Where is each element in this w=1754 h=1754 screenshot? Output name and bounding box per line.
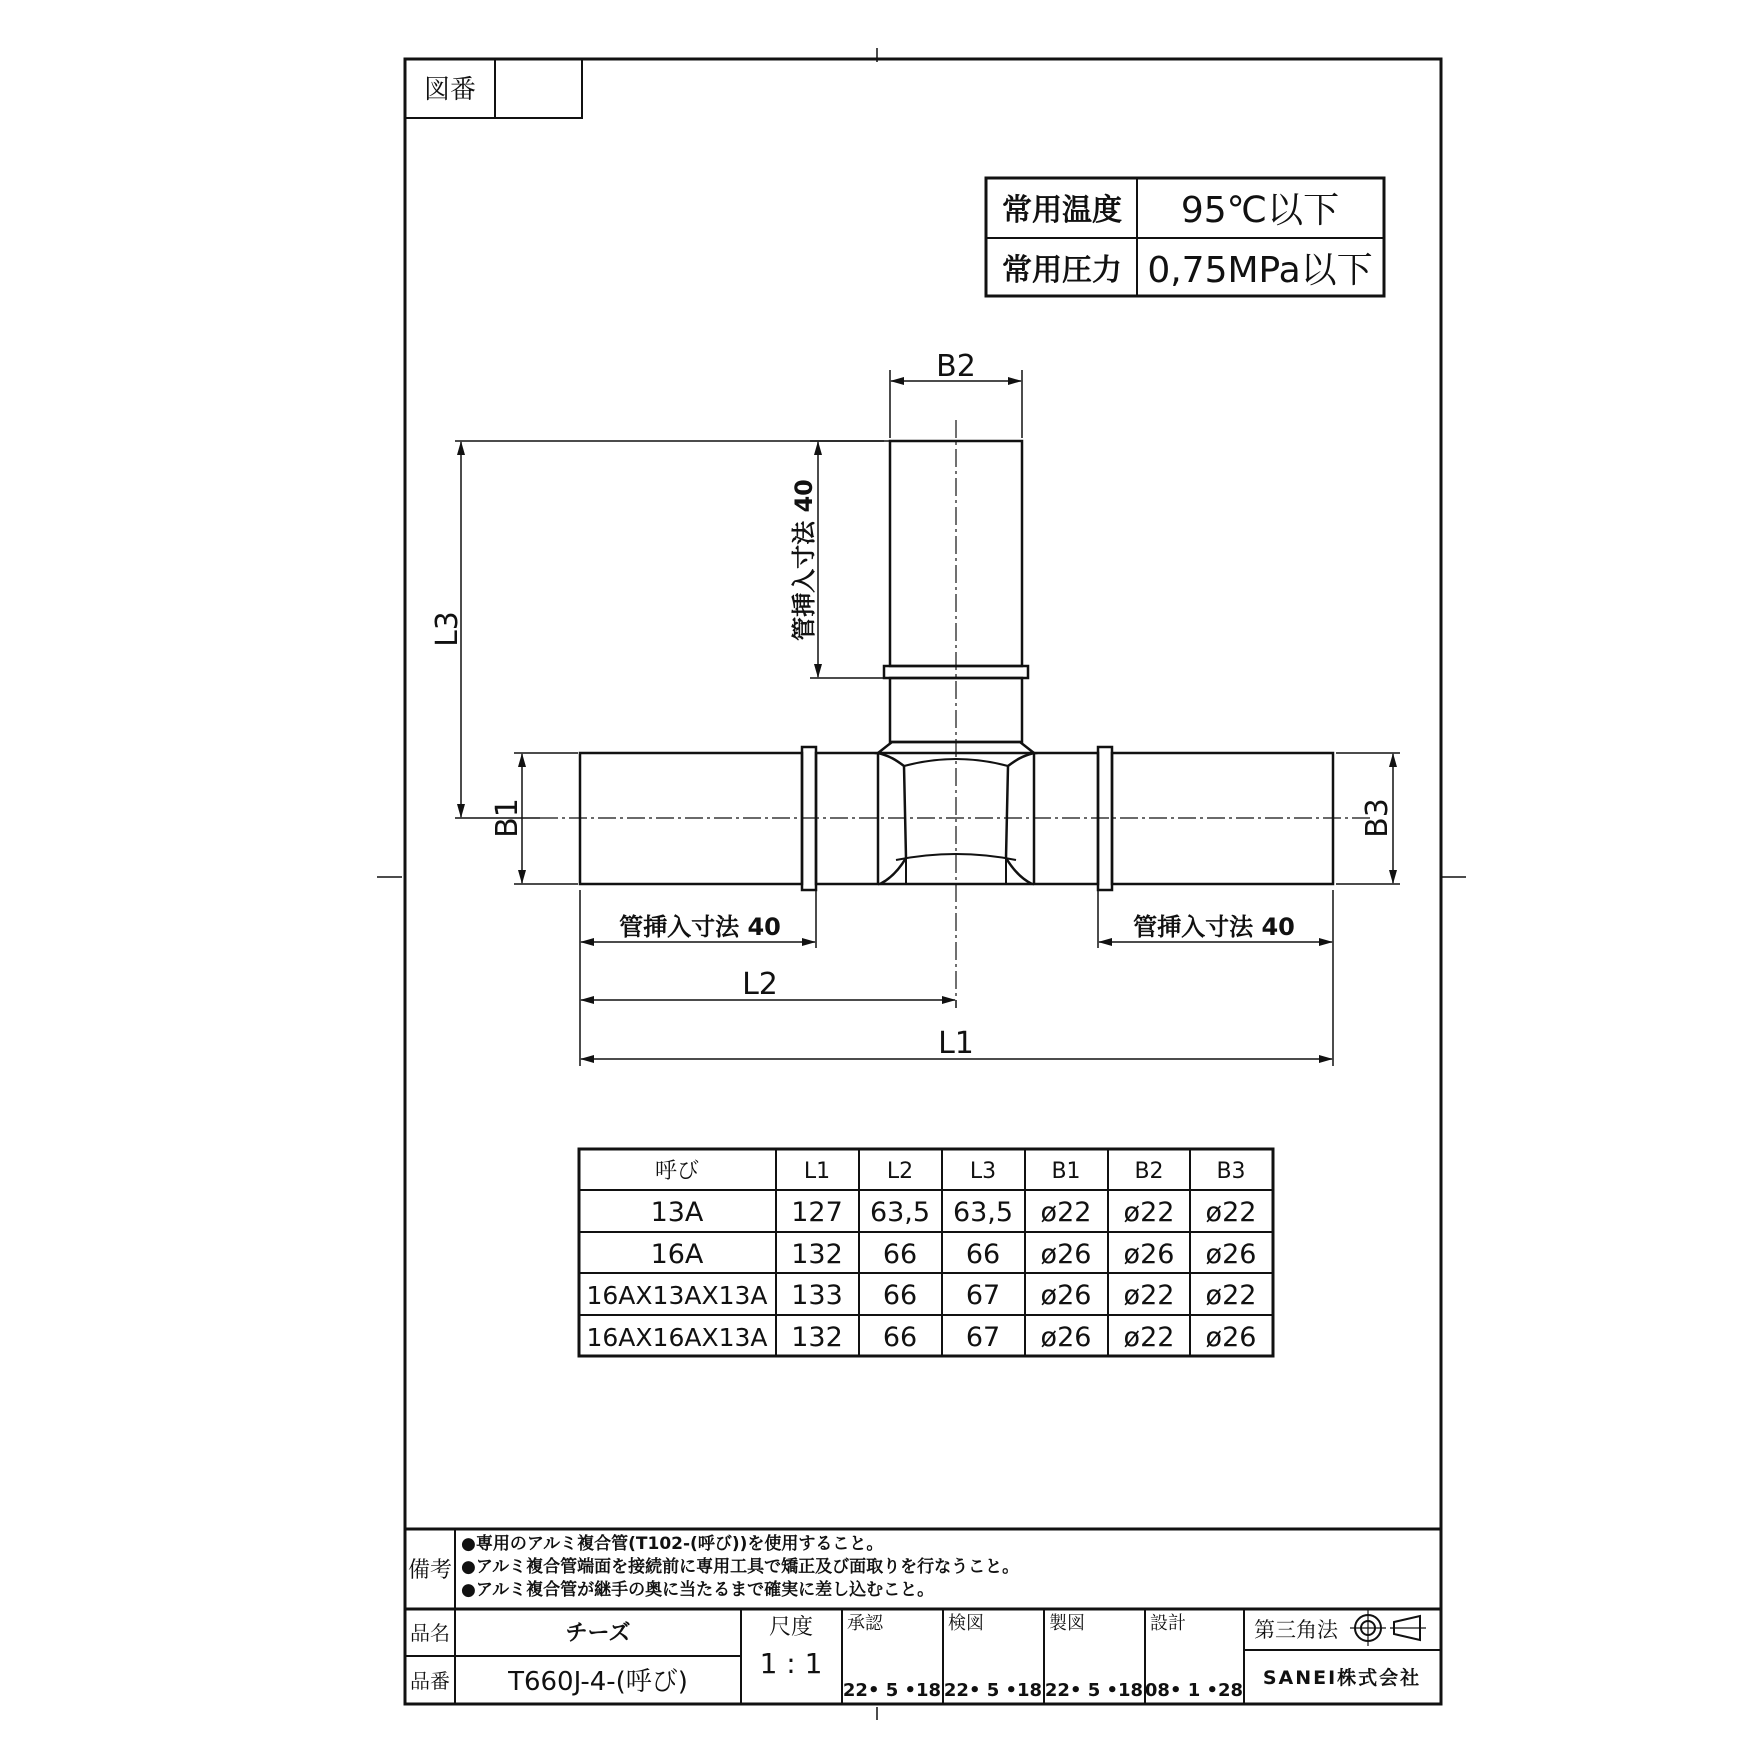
drawing-frame	[405, 59, 1441, 1704]
spec-cell: 66	[882, 1239, 918, 1270]
spec-cell: 66	[882, 1322, 918, 1353]
spec-cell: ø22	[1123, 1197, 1175, 1228]
spec-header-name: 呼び	[654, 1159, 700, 1184]
check-date: 22• 5 •18	[943, 1680, 1043, 1701]
spec-cell: 16AX13AX13A	[586, 1281, 768, 1310]
scale-value: 1 : 1	[759, 1647, 823, 1680]
drafting-date: 22• 5 •18	[1044, 1680, 1144, 1701]
spec-cell: ø22	[1123, 1280, 1175, 1311]
dim-b1: B1	[490, 798, 525, 838]
spec-cell: ø26	[1040, 1239, 1092, 1270]
spec-cell: 66	[882, 1280, 918, 1311]
drawing-number-box	[405, 59, 582, 118]
product-number-label: 品番	[410, 1669, 450, 1693]
dim-l1: L1	[938, 1026, 974, 1061]
spec-header-b3: B3	[1216, 1159, 1246, 1184]
dim-b2: B2	[936, 349, 976, 384]
spec-header-l1: L1	[803, 1159, 831, 1184]
note-line: ●アルミ複合管が継手の奥に当たるまで確実に差し込むこと。	[461, 1580, 935, 1600]
spec-cell: ø26	[1040, 1280, 1092, 1311]
pressure-label: 常用圧力	[1002, 253, 1122, 288]
spec-header-b2: B2	[1134, 1159, 1164, 1184]
design-date: 08• 1 •28	[1144, 1680, 1244, 1701]
temperature-value: 95℃以下	[1180, 190, 1340, 231]
product-number-value: T660J-4-(呼び)	[508, 1667, 688, 1697]
notes-label: 備考	[407, 1558, 453, 1583]
drafting-label: 製図	[1049, 1613, 1085, 1634]
service-conditions-table	[986, 178, 1384, 296]
spec-header-l3: L3	[969, 1159, 997, 1184]
spec-cell: ø26	[1040, 1322, 1092, 1353]
dim-insert-top: 管挿入寸法 40	[790, 479, 818, 641]
spec-cell: ø22	[1123, 1322, 1175, 1353]
dim-l3: L3	[430, 611, 465, 647]
spec-cell: 67	[965, 1280, 1001, 1311]
spec-cell: 16A	[650, 1239, 704, 1270]
notes-block	[405, 1529, 1441, 1609]
design-label: 設計	[1150, 1613, 1186, 1634]
spec-cell: 67	[965, 1322, 1001, 1353]
dim-insert-left: 管挿入寸法 40	[619, 913, 781, 941]
third-angle-projection-icon	[1350, 1610, 1426, 1646]
spec-cell: 63,5	[869, 1197, 931, 1228]
spec-cell: ø26	[1205, 1239, 1257, 1270]
scale-label: 尺度	[768, 1615, 814, 1640]
spec-cell: ø22	[1040, 1197, 1092, 1228]
drawing-number-label: 図番	[423, 75, 477, 105]
company-name: SANEI株式会社	[1262, 1667, 1422, 1689]
dim-insert-right: 管挿入寸法 40	[1133, 913, 1295, 941]
product-name-label: 品名	[410, 1621, 450, 1645]
temperature-label: 常用温度	[1002, 193, 1122, 228]
note-line: ●専用のアルミ複合管(T102-(呼び))を使用すること。	[461, 1534, 884, 1554]
spec-cell: ø22	[1205, 1280, 1257, 1311]
spec-cell: 132	[791, 1239, 843, 1270]
spec-table	[579, 1149, 1273, 1356]
spec-cell: 133	[791, 1280, 843, 1311]
extension-lines	[455, 370, 1400, 1066]
note-line: ●アルミ複合管端面を接続前に専用工具で矯正及び面取りを行なうこと。	[461, 1557, 1020, 1577]
spec-cell: 127	[791, 1197, 843, 1228]
dim-l2: L2	[742, 967, 778, 1002]
spec-cell: 63,5	[952, 1197, 1014, 1228]
spec-cell: ø22	[1205, 1197, 1257, 1228]
approval-date: 22• 5 •18	[842, 1680, 942, 1701]
spec-cell: 66	[965, 1239, 1001, 1270]
dim-b3: B3	[1360, 798, 1395, 838]
spec-cell: ø26	[1205, 1322, 1257, 1353]
spec-cell: 132	[791, 1322, 843, 1353]
check-label: 検図	[948, 1613, 984, 1634]
product-name-value: チーズ	[565, 1621, 631, 1646]
spec-cell: 16AX16AX13A	[586, 1323, 768, 1352]
pressure-value: 0,75MPa以下	[1147, 250, 1373, 291]
spec-header-l2: L2	[886, 1159, 914, 1184]
spec-cell: ø26	[1123, 1239, 1175, 1270]
title-block	[405, 1609, 1441, 1704]
dimension-lines	[461, 381, 1393, 1059]
spec-cell: 13A	[650, 1197, 704, 1228]
approval-label: 承認	[847, 1613, 883, 1634]
projection-label: 第三角法	[1254, 1618, 1338, 1642]
spec-header-b1: B1	[1051, 1159, 1081, 1184]
